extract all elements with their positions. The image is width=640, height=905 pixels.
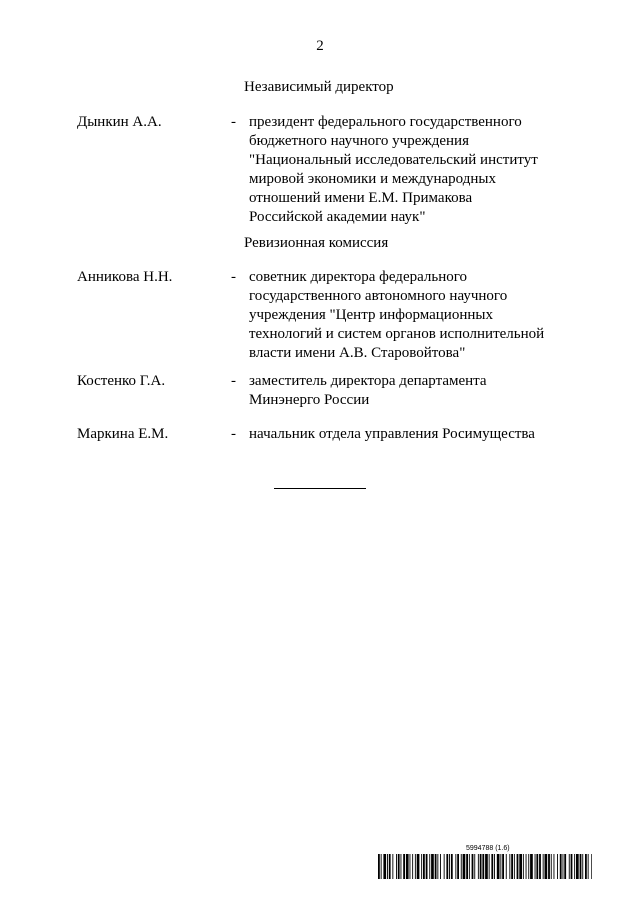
- end-separator-line: [274, 488, 366, 489]
- member-description: начальник отдела управления Росимущества: [249, 426, 535, 442]
- member-description: заместитель директора департамента Минэнерго России: [249, 373, 487, 408]
- member-name: Маркина Е.М.: [77, 426, 169, 442]
- member-description: советник директора федерального государственного автономного научного учреждения "Центр информационных технологий и систем органов исполнительной власти имени А.В. Старовойтова": [249, 269, 545, 361]
- document-barcode: [378, 845, 592, 879]
- member-name: Дынкин А.А.: [77, 114, 162, 130]
- member-dash: -: [231, 426, 236, 442]
- section-heading-independent-director: Независимый директор: [244, 79, 394, 95]
- barcode-caption: 5994788 (1.6): [466, 845, 510, 852]
- member-dash: -: [231, 114, 236, 130]
- barcode-icon: [378, 854, 592, 879]
- section-heading-audit-commission: Ревизионная комиссия: [244, 235, 389, 251]
- member-dash: -: [231, 269, 236, 285]
- member-description: президент федерального государственного бюджетного научного учреждения "Национальный исследовательский институт мировой экономики и международных отношений имени Е.М. Примакова Российской академии наук": [249, 114, 538, 225]
- member-name: Анникова Н.Н.: [77, 269, 173, 285]
- page-number: 2: [316, 38, 324, 54]
- member-dash: -: [231, 373, 236, 389]
- member-name: Костенко Г.А.: [77, 373, 166, 389]
